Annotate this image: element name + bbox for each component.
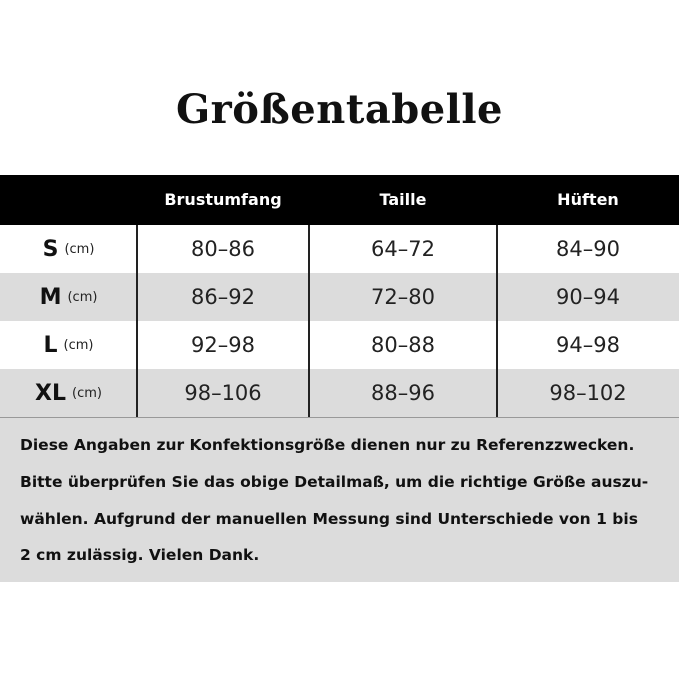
unit-label: (cm) — [63, 337, 94, 353]
page-title: Größentabelle — [176, 86, 503, 133]
table-row — [0, 225, 679, 273]
table-row — [0, 321, 679, 369]
value-taille: 64–72 — [371, 237, 435, 261]
value-taille: 72–80 — [371, 285, 435, 309]
header-hueften: Hüften — [557, 190, 619, 209]
unit-label: (cm) — [64, 241, 95, 257]
header-taille: Taille — [379, 190, 427, 209]
size-label: XL — [35, 380, 66, 406]
value-taille: 88–96 — [371, 381, 435, 405]
note-line: wählen. Aufgrund der manuellen Messung sind Unterschiede von 1 bis — [20, 510, 638, 528]
column-divider — [496, 225, 498, 417]
value-brustumfang: 92–98 — [191, 333, 255, 357]
value-brustumfang: 98–106 — [184, 381, 262, 405]
table-header — [0, 175, 679, 225]
note-box — [0, 418, 679, 582]
column-divider — [136, 225, 138, 417]
value-brustumfang: 86–92 — [191, 285, 255, 309]
size-cell — [0, 225, 137, 273]
value-taille: 80–88 — [371, 333, 435, 357]
size-label: S — [42, 236, 59, 262]
unit-label: (cm) — [72, 385, 102, 401]
value-brustumfang: 80–86 — [191, 237, 255, 261]
size-cell — [0, 369, 137, 417]
note-line: Diese Angaben zur Konfektionsgröße dienen nur zu Referenzzwecken. — [20, 436, 635, 454]
value-hueften: 98–102 — [549, 381, 627, 405]
value-hueften: 90–94 — [556, 285, 620, 309]
unit-label: (cm) — [67, 289, 98, 305]
size-label: M — [39, 284, 62, 310]
note-line: 2 cm zulässig. Vielen Dank. — [20, 546, 260, 564]
column-divider — [308, 225, 310, 417]
table-row — [0, 369, 679, 417]
size-label: L — [43, 332, 58, 358]
table-row — [0, 273, 679, 321]
header-brustumfang: Brustumfang — [164, 190, 282, 209]
value-hueften: 94–98 — [556, 333, 620, 357]
size-cell — [0, 321, 137, 369]
note-line: Bitte überprüfen Sie das obige Detailmaß, um die richtige Größe auszu- — [20, 473, 649, 491]
value-hueften: 84–90 — [556, 237, 620, 261]
size-cell — [0, 273, 137, 321]
